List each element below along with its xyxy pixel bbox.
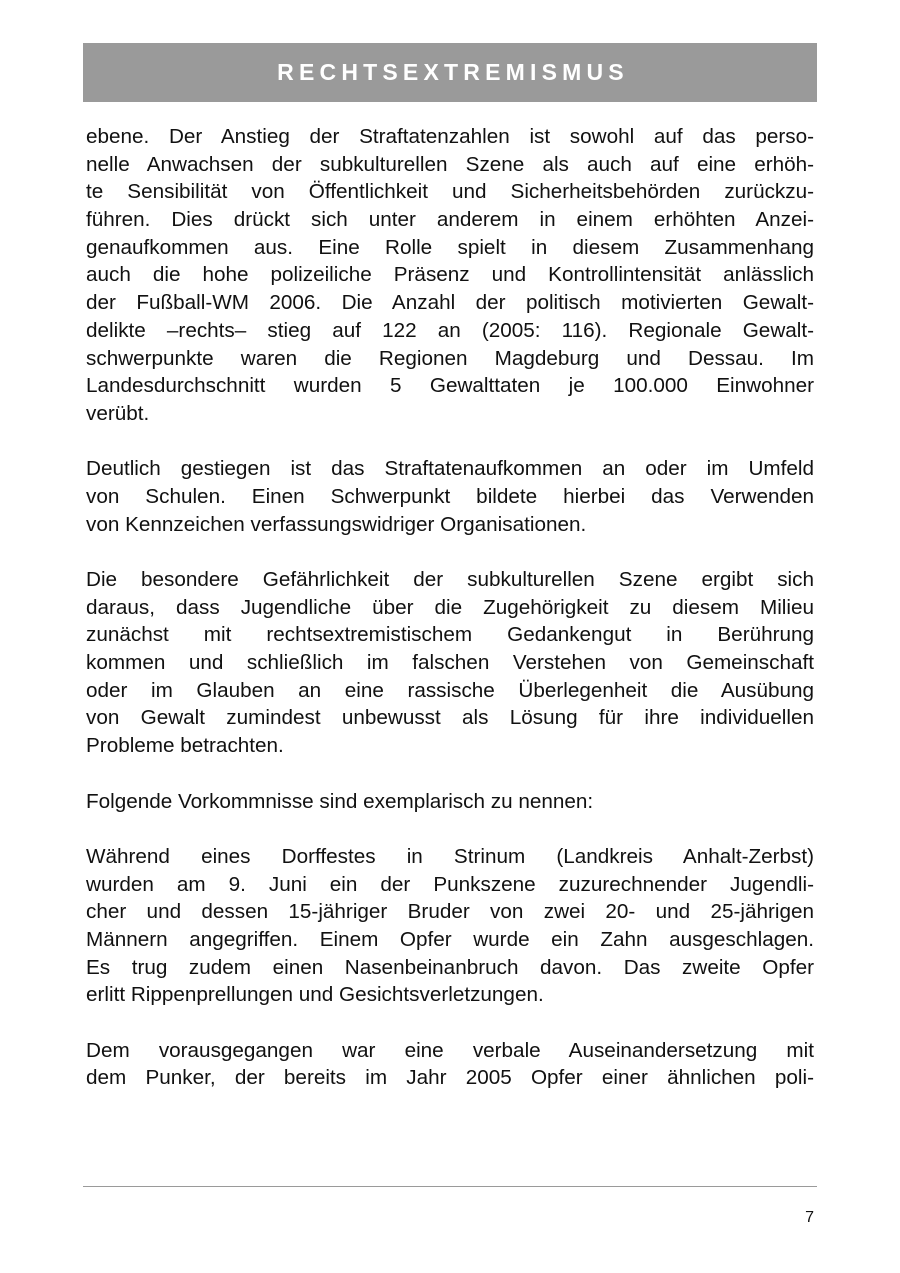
paragraph-gap xyxy=(86,760,814,788)
text-line: Männern angegriffen. Einem Opfer wurde ein Zahn ausgeschlagen. xyxy=(86,927,814,951)
paragraph xyxy=(86,566,814,760)
page-number: 7 xyxy=(805,1209,814,1226)
section-header-bar xyxy=(83,43,817,102)
footer-divider xyxy=(83,1186,817,1187)
text-line: führen. Dies drückt sich unter anderem in einem erhöhten Anzei- xyxy=(86,208,814,232)
paragraph xyxy=(86,843,814,1009)
text-line: kommen und schließlich im falschen Verstehen von Gemeinschaft xyxy=(86,651,814,675)
text-line: wurden am 9. Juni ein der Punkszene zuzurechnender Jugendli- xyxy=(86,872,814,896)
paragraph-gap xyxy=(86,428,814,456)
text-line: der Fußball-WM 2006. Die Anzahl der politisch motivierten Gewalt- xyxy=(86,291,814,315)
body-text xyxy=(86,123,814,1092)
text-line: te Sensibilität von Öffentlichkeit und Sicherheitsbehörden zurückzu- xyxy=(86,180,814,204)
text-line: zunächst mit rechtsextremistischem Gedankengut in Berührung xyxy=(86,623,814,647)
text-line: dem Punker, der bereits im Jahr 2005 Opfer einer ähnlichen poli- xyxy=(86,1066,814,1090)
text-line: genaufkommen aus. Eine Rolle spielt in diesem Zusammenhang xyxy=(86,235,814,259)
text-line: nelle Anwachsen der subkulturellen Szene als auch auf eine erhöh- xyxy=(86,152,814,176)
text-line: oder im Glauben an eine rassische Überlegenheit die Ausübung xyxy=(86,678,814,702)
text-line: von Gewalt zumindest unbewusst als Lösung für ihre individuellen xyxy=(86,706,814,730)
text-line: erlitt Rippenprellungen und Gesichtsverletzungen. xyxy=(86,983,544,1007)
text-line: daraus, dass Jugendliche über die Zugehörigkeit zu diesem Milieu xyxy=(86,595,814,619)
paragraph xyxy=(86,455,814,538)
text-line: von Schulen. Einen Schwerpunkt bildete hierbei das Verwenden xyxy=(86,484,814,508)
text-line: von Kennzeichen verfassungswidriger Organisationen. xyxy=(86,512,587,536)
paragraph-gap xyxy=(86,815,814,843)
text-line: Die besondere Gefährlichkeit der subkulturellen Szene ergibt sich xyxy=(86,568,814,591)
text-line: Landesdurchschnitt wurden 5 Gewalttaten je 100.000 Einwohner xyxy=(86,374,814,398)
text-line: delikte –rechts– stieg auf 122 an (2005: 116). Regionale Gewalt- xyxy=(86,318,814,342)
paragraph-gap xyxy=(86,1009,814,1037)
text-line: cher und dessen 15-jähriger Bruder von zwei 20- und 25-jährigen xyxy=(86,900,814,924)
text-line: Probleme betrachten. xyxy=(86,734,284,758)
text-line: verübt. xyxy=(86,401,150,425)
text-line: ebene. Der Anstieg der Straftatenzahlen ist sowohl auf das perso- xyxy=(86,125,814,148)
text-line: Es trug zudem einen Nasenbeinanbruch davon. Das zweite Opfer xyxy=(86,955,814,979)
text-line: Folgende Vorkommnisse sind exemplarisch zu nennen: xyxy=(86,789,594,813)
text-line: auch die hohe polizeiliche Präsenz und Kontrollintensität anlässlich xyxy=(86,263,814,287)
paragraph-gap xyxy=(86,538,814,566)
text-line: Während eines Dorffestes in Strinum (Landkreis Anhalt-Zerbst) xyxy=(86,844,814,868)
paragraph xyxy=(86,1037,814,1092)
text-line: Dem vorausgegangen war eine verbale Auseinandersetzung mit xyxy=(86,1038,814,1062)
paragraph xyxy=(86,788,814,816)
section-title: RECHTSEXTREMISMUS xyxy=(277,59,629,85)
text-line: Deutlich gestiegen ist das Straftatenaufkommen an oder im Umfeld xyxy=(86,457,814,481)
text-line: schwerpunkte waren die Regionen Magdeburg und Dessau. Im xyxy=(86,346,814,370)
paragraph xyxy=(86,123,814,428)
